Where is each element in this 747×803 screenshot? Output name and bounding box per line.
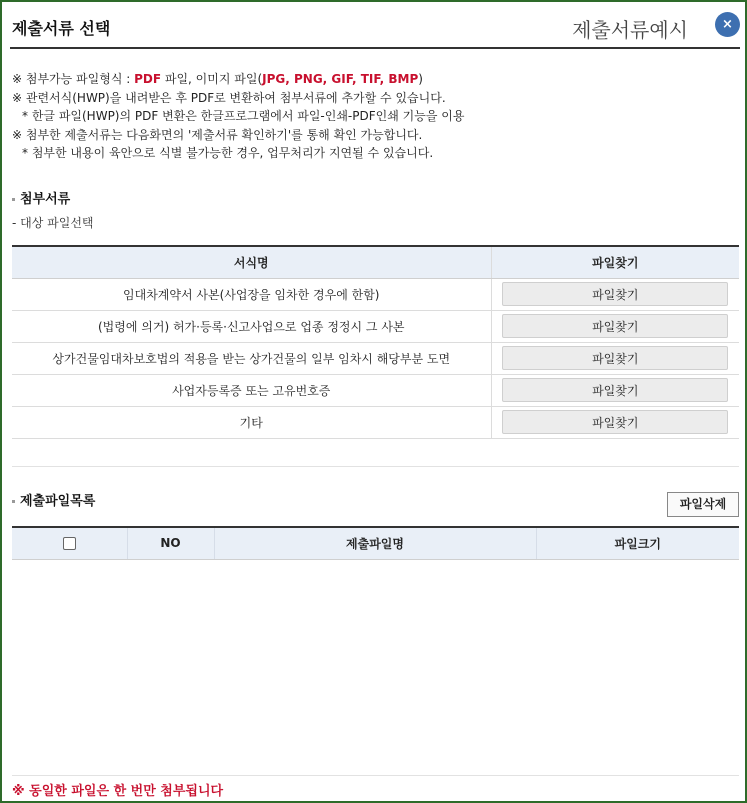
column-header-no: NO	[127, 527, 214, 559]
notice-delay-warning: * 첨부한 내용이 육안으로 식별 불가능한 경우, 업무처리가 지연될 수 있습니다.	[22, 146, 434, 160]
find-file-button[interactable]: 파일찾기	[502, 314, 728, 338]
close-icon: ×	[722, 17, 733, 32]
notice-highlight-image-types: JPG, PNG, GIF, TIF, BMP	[262, 72, 419, 86]
notice-text: )	[418, 72, 423, 86]
bullet-icon	[12, 500, 15, 503]
notice-hwp-convert: ※ 관련서식(HWP)을 내려받은 후 PDF로 변환하여 첨부서류에 추가할 수 있습니다.	[12, 90, 446, 105]
files-section-title	[12, 490, 95, 509]
notice-text: 파일, 이미지 파일(	[161, 72, 263, 86]
section-divider	[12, 466, 739, 467]
doc-name: (법령에 의거) 허가·등록·신고사업으로 업종 정정시 그 사본	[12, 310, 491, 342]
table-row	[12, 406, 739, 438]
document-example-link[interactable]: 제출서류예시	[572, 18, 688, 42]
attach-section-title	[12, 188, 70, 207]
delete-file-button[interactable]: 파일삭제	[667, 492, 739, 517]
dialog-title: 제출서류 선택	[12, 19, 111, 38]
table-header-row	[12, 527, 739, 559]
find-file-button[interactable]: 파일찾기	[502, 282, 728, 306]
doc-name: 사업자등록증 또는 고유번호증	[12, 374, 491, 406]
attach-section-caption: - 대상 파일선택	[12, 216, 94, 230]
bullet-icon	[12, 198, 15, 201]
notice-file-format	[12, 70, 732, 89]
notice-confirm-docs: ※ 첨부한 제출서류는 다음화면의 '제출서류 확인하기'를 통해 확인 가능합니다.	[12, 127, 423, 142]
table-row	[12, 342, 739, 374]
close-button[interactable]	[715, 12, 740, 37]
doc-name: 기타	[12, 406, 491, 438]
doc-name: 상가건물임대차보호법의 적용을 받는 상가건물의 일부 임차시 해당부분 도면	[12, 342, 491, 374]
column-header-file-name: 제출파일명	[214, 527, 536, 559]
column-header-file-size: 파일크기	[536, 527, 739, 559]
select-all-cell	[12, 527, 127, 559]
dialog-header	[10, 8, 740, 49]
footer-divider	[12, 775, 739, 776]
column-header-find-file: 파일찾기	[491, 246, 739, 278]
find-file-button[interactable]: 파일찾기	[502, 378, 728, 402]
notice-text: ※ 첨부가능 파일형식 :	[12, 72, 135, 86]
notice-hwp-pdf-print: * 한글 파일(HWP)의 PDF 변환은 한글프로그램에서 파일-인쇄-PDF인쇄 기능을 이용	[22, 109, 465, 123]
table-row	[12, 310, 739, 342]
files-section-label: 제출파일목록	[20, 494, 96, 509]
attach-section-label: 첨부서류	[20, 192, 71, 207]
footer-warning: ※ 동일한 파일은 한 번만 첨부됩니다	[12, 784, 224, 799]
notice-highlight-pdf: PDF	[134, 72, 162, 86]
find-file-button[interactable]: 파일찾기	[502, 346, 728, 370]
table-row	[12, 374, 739, 406]
find-file-button[interactable]: 파일찾기	[502, 410, 728, 434]
table-row	[12, 278, 739, 310]
submitted-files-table	[12, 526, 739, 560]
select-all-checkbox[interactable]	[63, 537, 76, 550]
table-header-row	[12, 246, 739, 278]
doc-name: 임대차계약서 사본(사업장을 임차한 경우에 한함)	[12, 278, 491, 310]
notice-list	[12, 70, 732, 163]
attach-doc-table	[12, 245, 739, 439]
column-header-form-name: 서식명	[12, 246, 491, 278]
